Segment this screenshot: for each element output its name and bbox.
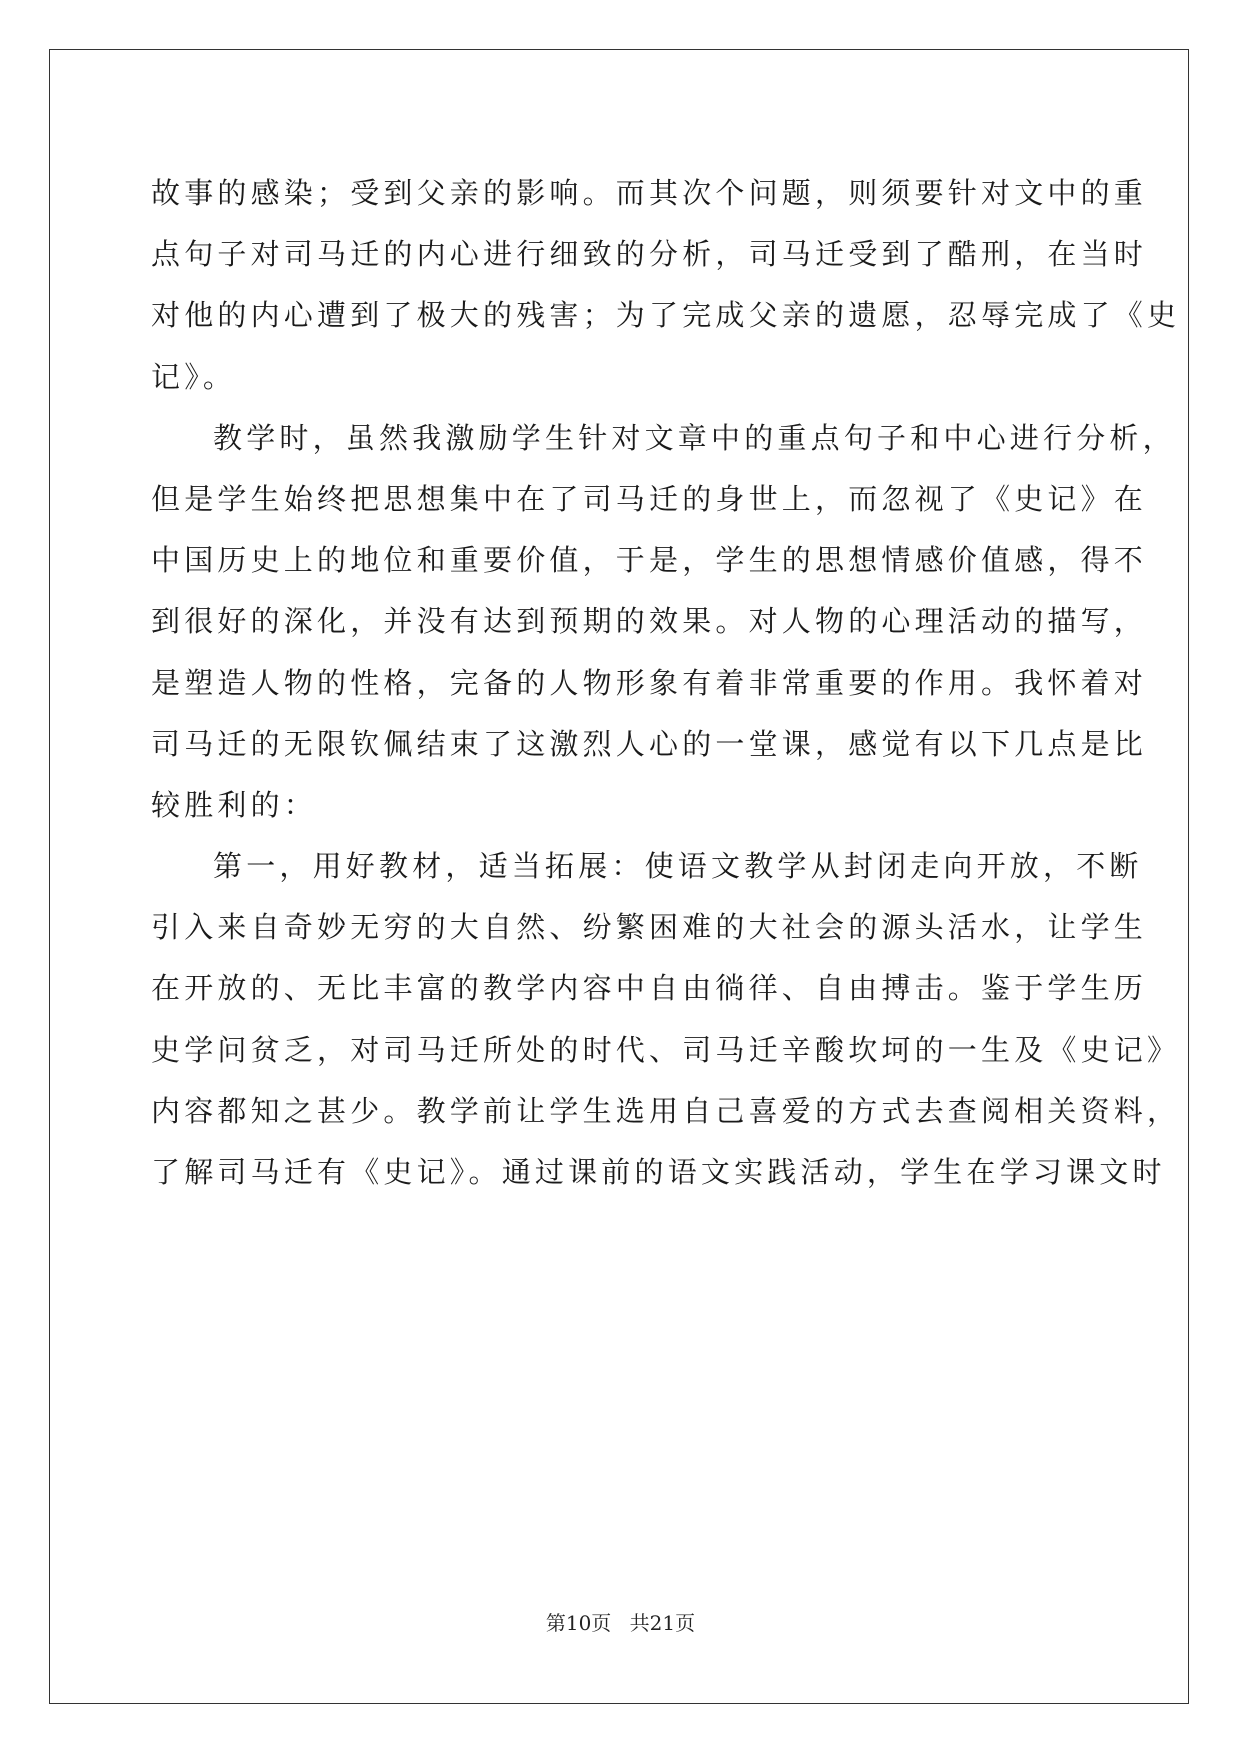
text-line: 中国历史上的地位和重要价值，于是，学生的思想情感价值感，得不 bbox=[151, 543, 1148, 578]
page-footer bbox=[0, 1607, 1241, 1636]
text-line: 记》。 bbox=[151, 359, 237, 394]
text-line: 故事的感染；受到父亲的影响。而其次个问题，则须要针对文中的重 bbox=[151, 176, 1148, 210]
text-line: 内容都知之甚少。教学前让学生选用自己喜爱的方式去查阅相关资料， bbox=[151, 1093, 1181, 1128]
text-line: 是塑造人物的性格，完备的人物形象有着非常重要的作用。我怀着对 bbox=[151, 665, 1148, 700]
text-line: 史学问贫乏，对司马迁所处的时代、司马迁辛酸坎坷的一生及《史记》 bbox=[151, 1032, 1181, 1067]
total-page-count: 共21页 bbox=[629, 1611, 696, 1635]
text-line: 司马迁的无限钦佩结束了这激烈人心的一堂课，感觉有以下几点是比 bbox=[151, 726, 1148, 761]
text-line: 对他的内心遭到了极大的残害；为了完成父亲的遗愿，忍辱完成了《史 bbox=[151, 298, 1181, 333]
text-line: 到很好的深化，并没有达到预期的效果。对人物的心理活动的描写， bbox=[151, 604, 1148, 639]
text-line: 在开放的、无比丰富的教学内容中自由徜徉、自由搏击。鉴于学生历 bbox=[151, 971, 1148, 1006]
paragraph-first-line: 第一，用好教材，适当拓展：使语文教学从封闭走向开放，不断 bbox=[213, 849, 1143, 884]
text-line: 但是学生始终把思想集中在了司马迁的身世上，而忽视了《史记》在 bbox=[151, 481, 1148, 516]
text-line: 了解司马迁有《史记》。通过课前的语文实践活动，学生在学习课文时 bbox=[151, 1155, 1166, 1189]
current-page-number: 第10页 bbox=[545, 1611, 612, 1635]
text-line: 点句子对司马迁的内心进行细致的分析，司马迁受到了酷刑，在当时 bbox=[151, 237, 1148, 272]
paragraph-first-line: 教学时，虽然我激励学生针对文章中的重点句子和中心进行分析， bbox=[213, 420, 1176, 455]
text-line: 较胜利的： bbox=[151, 787, 318, 822]
document-body bbox=[151, 163, 1181, 1203]
text-line: 引入来自奇妙无穷的大自然、纷繁困难的大社会的源头活水，让学生 bbox=[151, 910, 1148, 945]
